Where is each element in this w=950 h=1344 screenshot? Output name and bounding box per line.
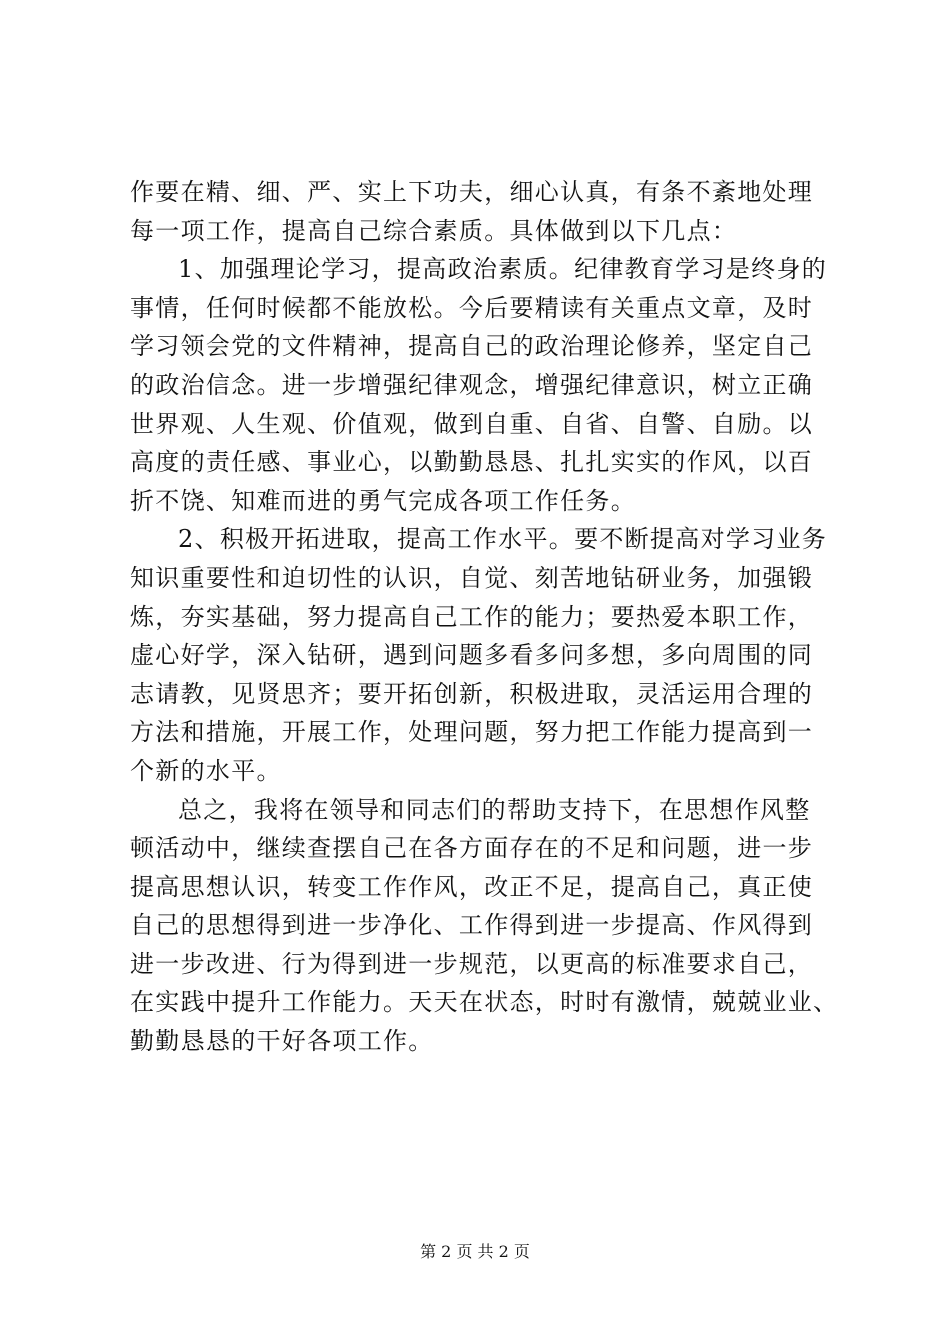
text-line: 事情，任何时候都不能放松。今后要精读有关重点文章，及时 (130, 293, 814, 322)
text-line: 炼，夯实基础，努力提高自己工作的能力；要热爱本职工作， (130, 602, 814, 631)
text-line: 在实践中提升工作能力。天天在状态，时时有激情，兢兢业业、 (130, 988, 839, 1017)
text-line: 总之，我将在领导和同志们的帮助支持下，在思想作风整 (178, 795, 811, 824)
text-line: 1、加强理论学习，提高政治素质。纪律教育学习是终身的 (178, 255, 828, 284)
text-line: 学习领会党的文件精神，提高自己的政治理论修养，坚定自己 (130, 332, 814, 361)
text-line: 世界观、人生观、价值观，做到自重、自省、自警、自励。以 (130, 409, 814, 438)
text-line: 虚心好学，深入钻研，遇到问题多看多问多想，多向周围的同 (130, 641, 814, 670)
document-body (130, 173, 839, 1061)
text-line: 的政治信念。进一步增强纪律观念，增强纪律意识，树立正确 (130, 370, 814, 399)
text-line: 个新的水平。 (130, 756, 282, 785)
text-line: 折不饶、知难而进的勇气完成各项工作任务。 (130, 486, 636, 515)
text-line: 方法和措施，开展工作，处理问题，努力把工作能力提高到一 (130, 718, 814, 747)
text-line: 每一项工作，提高自己综合素质。具体做到以下几点： (130, 216, 738, 245)
text-line: 志请教，见贤思齐；要开拓创新，积极进取，灵活运用合理的 (130, 679, 814, 708)
text-line: 知识重要性和迫切性的认识，自觉、刻苦地钻研业务，加强锻 (130, 563, 814, 592)
text-line: 作要在精、细、严、实上下功夫，细心认真，有条不紊地处理 (130, 178, 814, 206)
page-footer: 第 2 页 共 2 页 (420, 1242, 530, 1261)
text-line: 进一步改进、行为得到进一步规范，以更高的标准要求自己， (130, 949, 814, 978)
text-line: 提高思想认识，转变工作作风，改正不足，提高自己，真正使 (130, 872, 814, 901)
text-line: 顿活动中，继续查摆自己在各方面存在的不足和问题，进一步 (130, 834, 814, 863)
text-line: 2、积极开拓进取，提高工作水平。要不断提高对学习业务 (178, 525, 828, 554)
text-line: 高度的责任感、事业心，以勤勤恳恳、扎扎实实的作风，以百 (130, 448, 814, 477)
text-line: 勤勤恳恳的干好各项工作。 (130, 1027, 434, 1056)
text-line: 自己的思想得到进一步净化、工作得到进一步提高、作风得到 (130, 911, 814, 940)
